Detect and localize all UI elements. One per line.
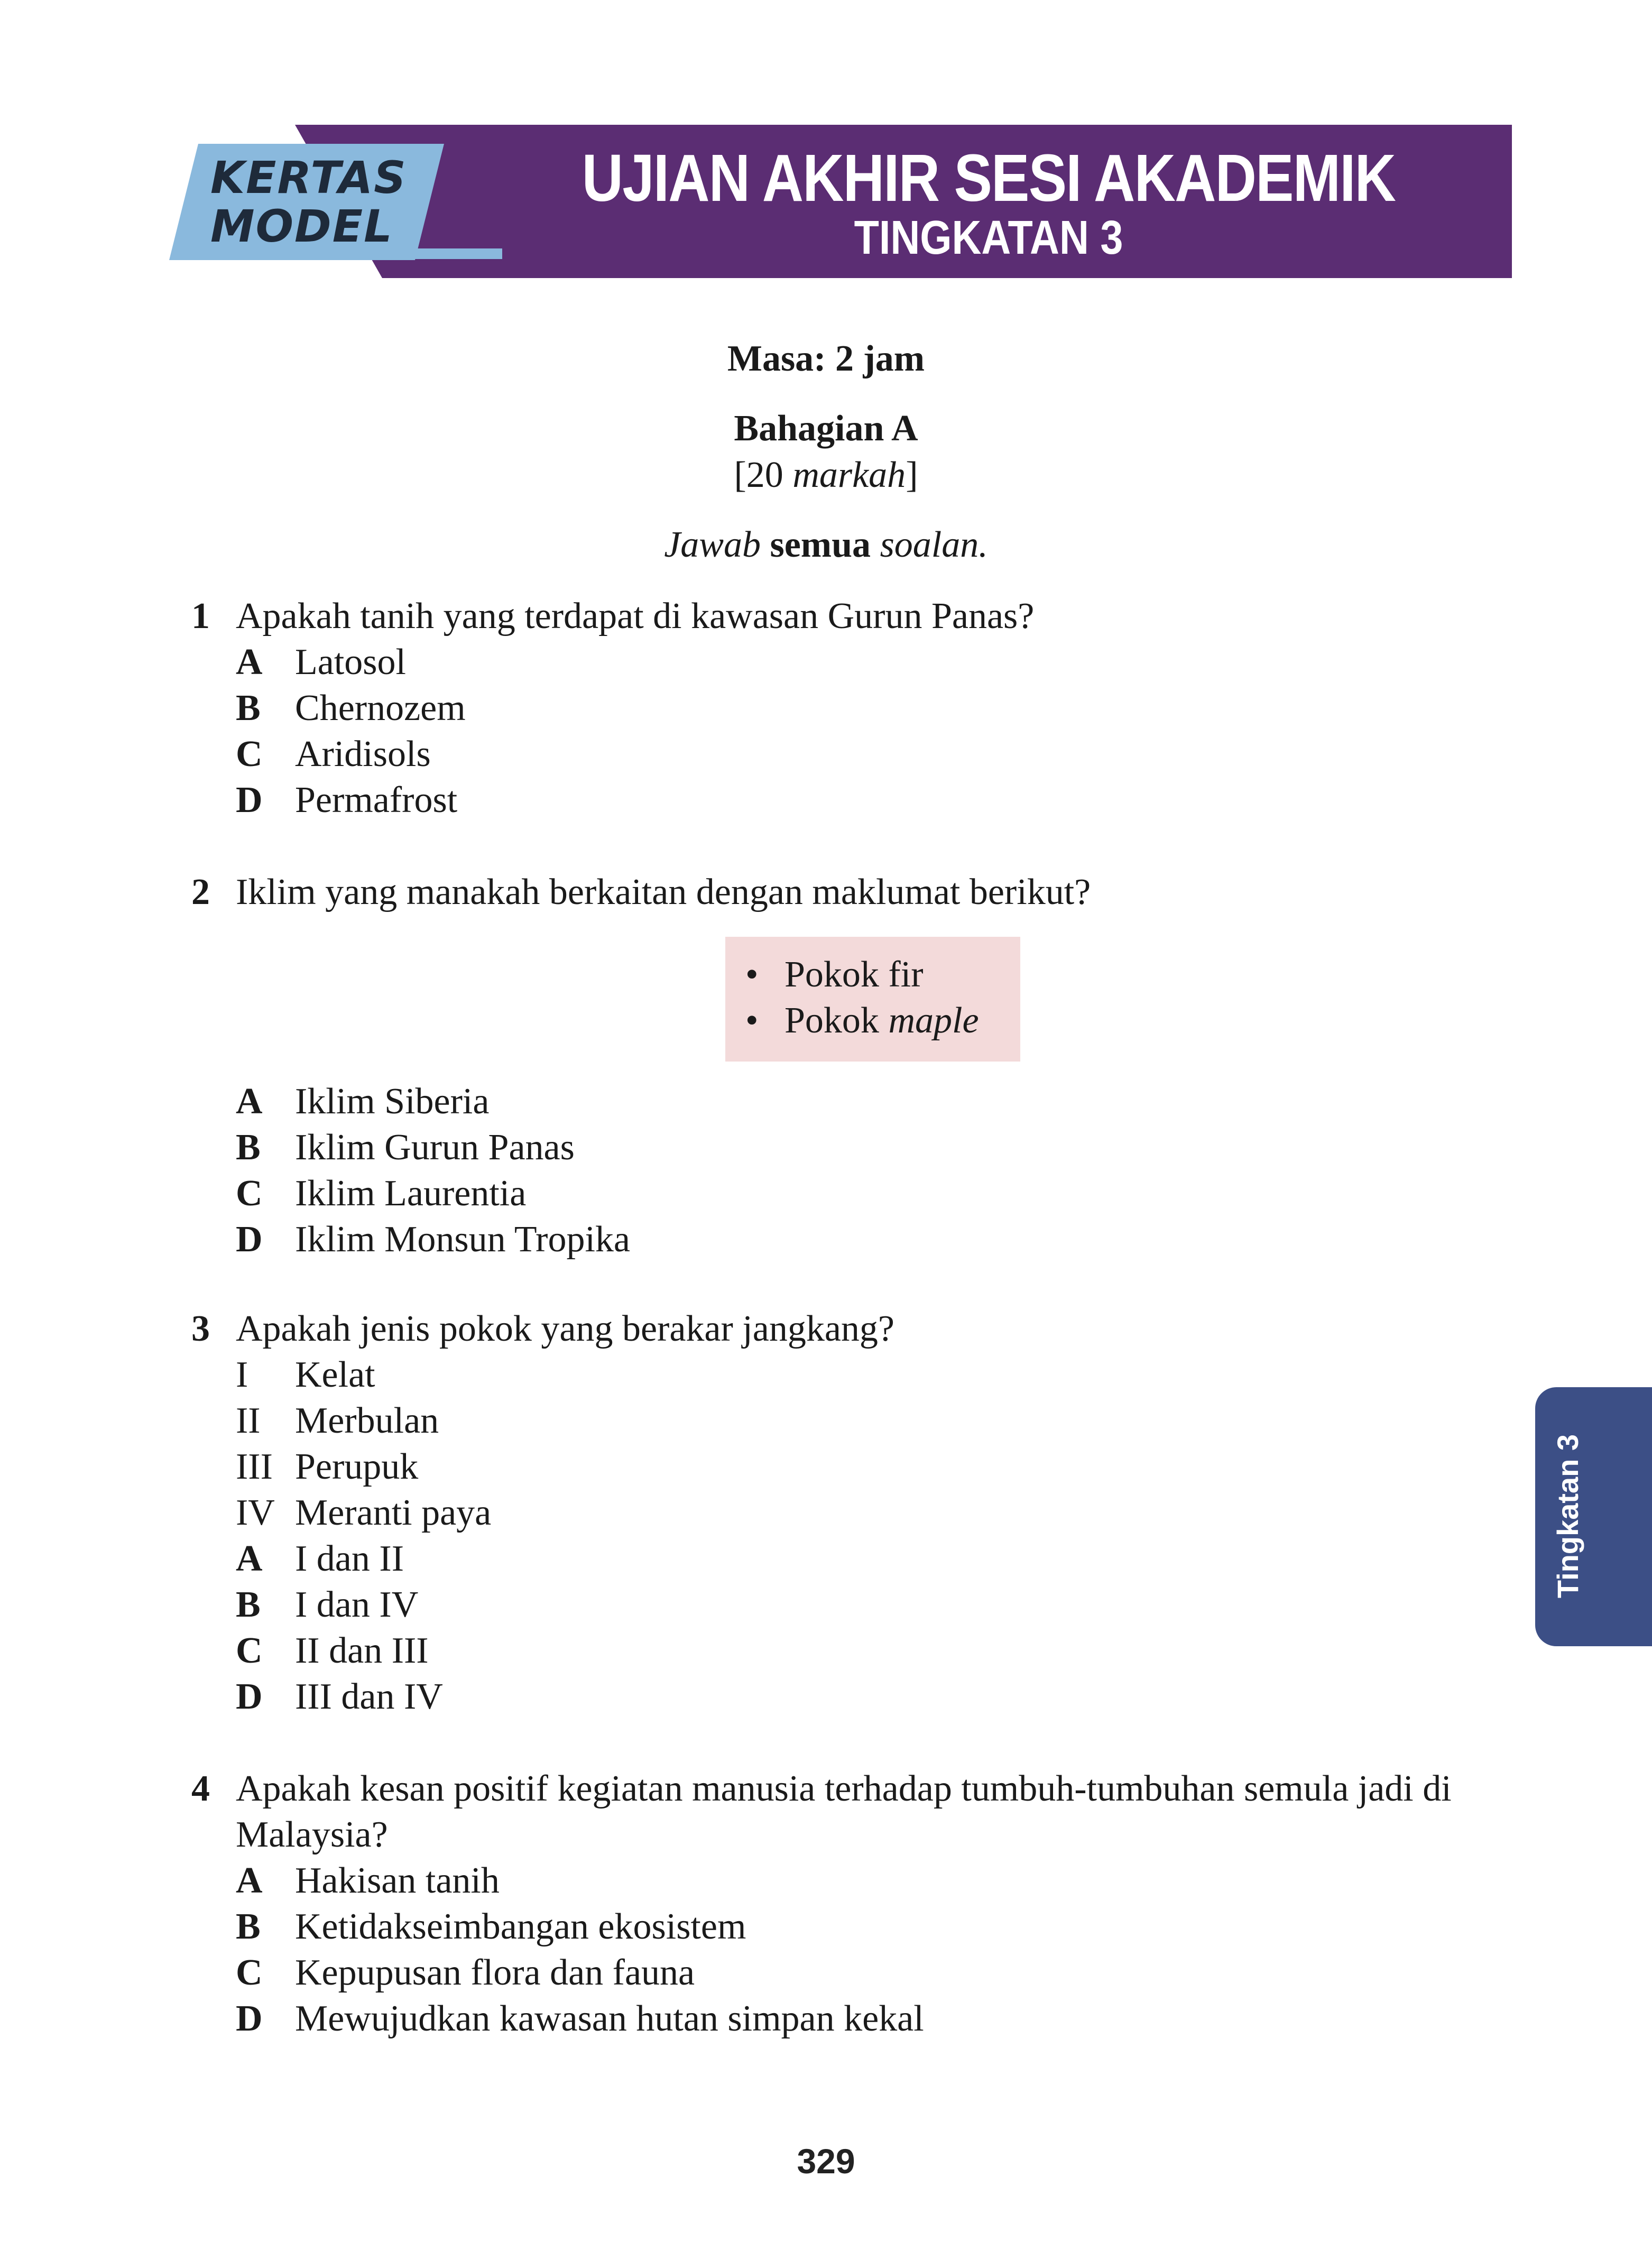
option-a: A I dan II: [236, 1538, 404, 1579]
option-d: D Iklim Monsun Tropika: [236, 1219, 630, 1260]
section-marks: [20 markah]: [734, 455, 918, 495]
time-allowed: Masa: 2 jam: [727, 338, 925, 379]
question-number: 3: [191, 1308, 210, 1349]
option-a: A Iklim Siberia: [236, 1081, 490, 1122]
option-c: C II dan III: [236, 1630, 429, 1671]
info-box: [725, 937, 1020, 1062]
option-c: C Aridisols: [236, 734, 431, 774]
exam-title: UJIAN AKHIR SESI AKADEMIK: [582, 141, 1396, 215]
option-b: B I dan IV: [236, 1584, 419, 1625]
option-b: B Ketidakseimbangan ekosistem: [236, 1906, 746, 1947]
question-2: [191, 869, 1513, 915]
question-number: 1: [191, 596, 210, 637]
question-1: [191, 593, 1513, 823]
badge-line-1: KERTAS: [210, 152, 407, 204]
option-a: A Latosol: [236, 642, 406, 682]
badge-text: [210, 153, 432, 251]
option-d: D III dan IV: [236, 1676, 443, 1717]
page-number: 329: [797, 2142, 855, 2181]
question-number: 2: [191, 872, 210, 912]
statement-i: I Kelat: [236, 1354, 375, 1395]
question-2-options: [191, 1078, 1513, 1262]
question-text: Apakah jenis pokok yang berakar jangkang?: [236, 1308, 894, 1349]
info-item: • Pokok maple: [745, 1000, 979, 1041]
option-a: A Hakisan tanih: [236, 1860, 500, 1901]
side-tab-label: Tingkatan 3: [1551, 1434, 1584, 1599]
section-name: Bahagian A: [734, 408, 918, 449]
option-b: B Chernozem: [236, 688, 466, 728]
option-c: C Kepupusan flora dan fauna: [236, 1952, 695, 1993]
exam-subtitle: TINGKATAN 3: [854, 211, 1123, 264]
instructions: Jawab semua soalan.: [664, 524, 988, 565]
option-c: C Iklim Laurentia: [236, 1173, 527, 1214]
question-4: [191, 1766, 1513, 2042]
question-3: [191, 1306, 1513, 1720]
question-text: Apakah tanih yang terdapat di kawasan Gurun Panas?: [236, 596, 1035, 637]
option-d: D Mewujudkan kawasan hutan simpan kekal: [236, 1998, 924, 2039]
badge-line-2: MODEL: [210, 200, 393, 252]
option-b: B Iklim Gurun Panas: [236, 1127, 575, 1168]
question-text: Apakah kesan positif kegiatan manusia terhadap tumbuh-tumbuhan semula jadi di Malaysia?: [236, 1768, 1452, 1855]
statement-iii: III Perupuk: [236, 1446, 419, 1487]
info-item: • Pokok fir: [745, 954, 924, 995]
option-d: D Permafrost: [236, 780, 458, 820]
question-text: Iklim yang manakah berkaitan dengan maklumat berikut?: [236, 872, 1091, 912]
statement-ii: II Merbulan: [236, 1400, 439, 1441]
question-number: 4: [191, 1768, 210, 1809]
statement-iv: IV Meranti paya: [236, 1492, 492, 1533]
